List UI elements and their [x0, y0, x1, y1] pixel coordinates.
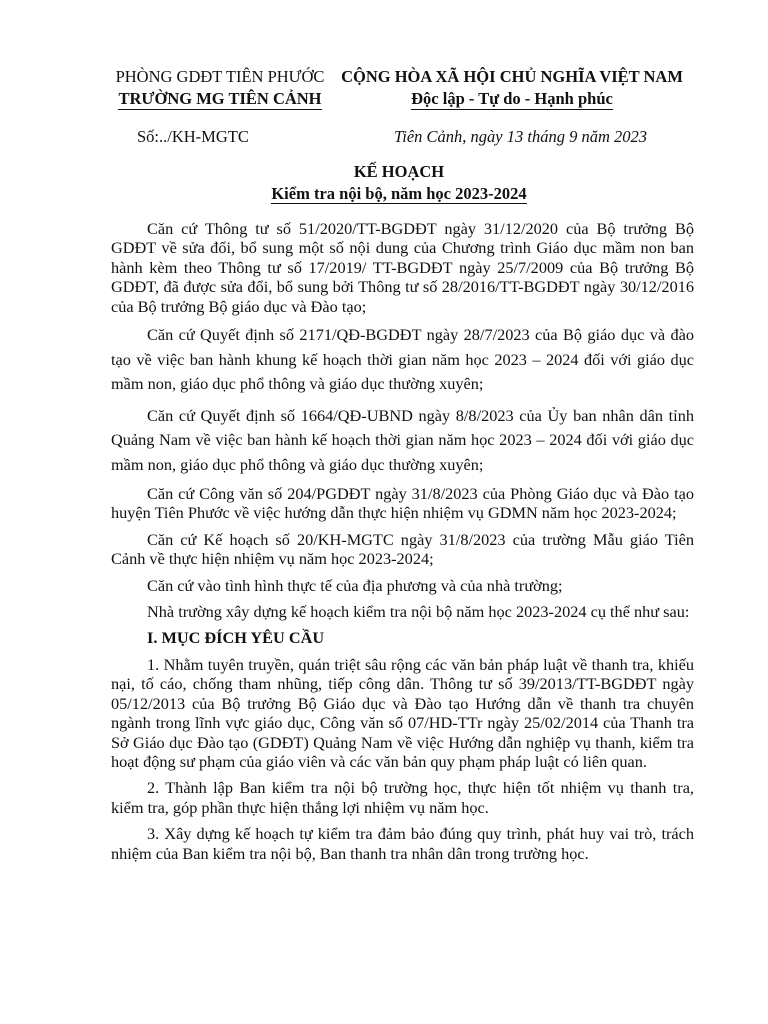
document-subtitle: Kiểm tra nội bộ, năm học 2023-2024	[271, 184, 527, 203]
national-motto: Độc lập - Tự do - Hạnh phúc	[411, 89, 613, 108]
document-body	[111, 219, 694, 863]
document-title-block	[104, 161, 694, 205]
section-item-3: 3. Xây dựng kế hoạch tự kiểm tra đảm bảo đúng quy trình, phát huy vai trò, trách nhiệm của Ban kiểm tra nội bộ, Ban thanh tra nhân dân trong trường học.	[111, 824, 694, 863]
national-title: CỘNG HÒA XÃ HỘI CHỦ NGHĨA VIỆT NAM	[341, 67, 683, 86]
section-item-2: 2. Thành lập Ban kiểm tra nội bộ trường học, thực hiện tốt nhiệm vụ thanh tra, kiểm tra, góp phần thực hiện thắng lợi nhiệm vụ năm học.	[111, 778, 694, 817]
section-item-1: 1. Nhằm tuyên truyền, quán triệt sâu rộng các văn bản pháp luật về thanh tra, khiếu nại, tố cáo, chống tham nhũng, tiếp công dân. Thông tư số 39/2013/TT-BGDĐT ngày 05/12/2013 của Bộ trưởng Bộ Giáo dục và Đào tạo Hướng dẫn về thanh tra chuyên ngành trong lĩnh vực giáo dục, Công văn số 07/HD-TTr ngày 25/02/2014 của Thanh tra Sở Giáo dục Đào tạo (GDĐT) Quảng Nam về việc Hướng dẫn nghiệp vụ thanh, kiểm tra hoạt động sư phạm của giáo viên và các văn bản quy phạm pháp luật có liên quan.	[111, 654, 694, 771]
national-motto-block	[330, 66, 694, 110]
document-date: Tiên Cảnh, ngày 13 tháng 9 năm 2023	[394, 127, 648, 146]
paragraph-basis-4: Căn cứ Công văn số 204/PGDĐT ngày 31/8/2023 của Phòng Giáo dục và Đào tạo huyện Tiên Phước về việc hướng dẫn thực hiện nhiệm vụ GDMN năm học 2023-2024;	[111, 484, 694, 523]
section-heading: I. MỤC ĐÍCH YÊU CẦU	[147, 628, 325, 648]
paragraph-basis-1: Căn cứ Thông tư số 51/2020/TT-BGDĐT ngày 31/12/2020 của Bộ trưởng Bộ GDĐT về sửa đổi, bổ sung một số nội dung của Chương trình Giáo dục mầm non ban hành kèm theo Thông tư số 17/2019/ TT-BGDĐT ngày 25/7/2009 của Bộ trưởng Bộ GDĐT, đã được sửa đổi, bổ sung bởi Thông tư số 28/2016/TT-BGDĐT ngày 30/12/2016 của Bộ trưởng Bộ giáo dục và Đào tạo;	[111, 219, 694, 316]
document-title: KẾ HOẠCH	[353, 162, 445, 181]
paragraph-basis-3: Căn cứ Quyết định số 1664/QĐ-UBND ngày 8/8/2023 của Ủy ban nhân dân tỉnh Quảng Nam về việc ban hành kế hoạch thời gian năm học 2023 – 2024 đối với giáo dục mầm non, giáo dục phổ thông và giáo dục thường xuyên;	[111, 405, 694, 474]
issuer-block	[104, 66, 336, 110]
document-number: Số:../KH-MGTC	[137, 127, 249, 146]
paragraph-basis-5: Căn cứ Kế hoạch số 20/KH-MGTC ngày 31/8/2023 của trường Mẫu giáo Tiên Cảnh về thực hiện nhiệm vụ năm học 2023-2024;	[111, 529, 694, 569]
issuer-school: TRƯỜNG MG TIÊN CẢNH	[118, 89, 322, 108]
issuer-department: PHÒNG GDĐT TIÊN PHƯỚC	[115, 67, 325, 86]
paragraph-basis-2: Căn cứ Quyết định số 2171/QĐ-BGDĐT ngày 28/7/2023 của Bộ giáo dục và đào tạo về việc ban hành khung kế hoạch thời gian năm học 2023 – 2024 đối với giáo dục mầm non, giáo dục phổ thông và giáo dục thường xuyên;	[111, 325, 694, 394]
paragraph-basis-6: Căn cứ vào tình hình thực tế của địa phương và của nhà trường;	[147, 575, 563, 595]
paragraph-intro: Nhà trường xây dựng kế hoạch kiểm tra nội bộ năm học 2023-2024 cụ thể như sau:	[147, 602, 690, 622]
